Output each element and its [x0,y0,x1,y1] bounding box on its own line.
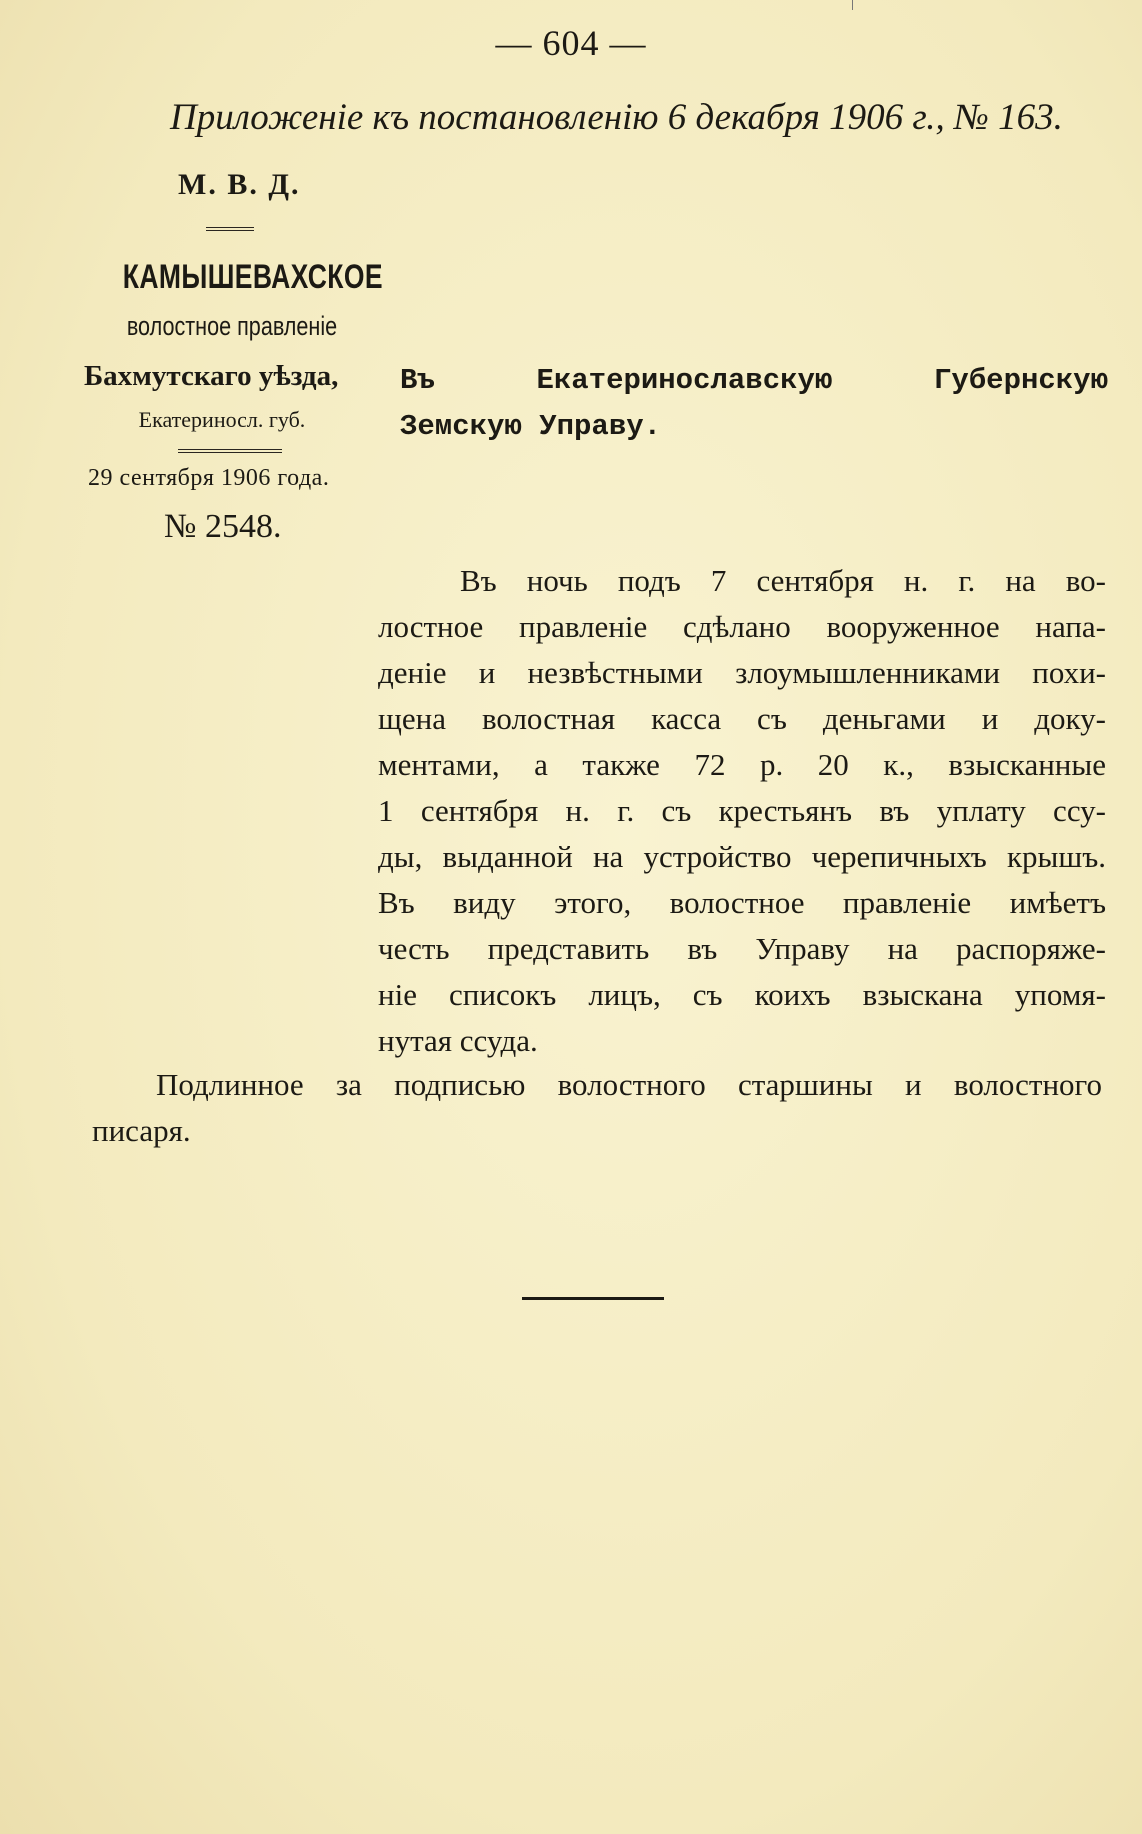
ministry-label: М. В. Д. [178,168,301,201]
page-number: — 604 — [495,23,647,63]
appendix-title: Приложеніе къ постановленію 6 декабря 1906 г., № 163. [170,97,1063,138]
addressee-word: Екатеринославскую [536,364,833,397]
body-line: щена волостная касса съ деньгами и доку- [378,701,1106,736]
body-line: 1 сентября н. г. съ крестьянъ въ уплату ссу- [378,793,1106,828]
body-line: честь представить въ Управу на распоряже- [378,931,1106,966]
body-line: Въ ночь подъ 7 сентября н. г. на во- [460,563,1106,598]
body-line: деніе и незвѣстными злоумышленниками похи- [378,655,1106,690]
closing-line: писаря. [92,1113,191,1148]
body-line: ды, выданной на устройство черепичныхъ крышъ. [378,839,1106,874]
document-date: 29 сентября 1906 года. [88,465,330,491]
addressee-word: Въ [400,364,435,397]
separator-ministry [206,227,254,231]
corner-mark [852,0,856,10]
addressee-line-1 [400,358,1108,404]
addressee-line-2: Земскую Управу. [400,410,662,443]
document-number: № 2548. [164,508,282,545]
body-line: лостное правленіе сдѣлано вооруженное напа- [378,609,1106,644]
body-line: ментами, а также 72 р. 20 к., взысканные [378,747,1106,782]
stamp-gubernia: Екатериносл. губ. [138,407,306,432]
stamp-uezd: Бахмутскаго уѣзда, [84,360,339,392]
body-line: Въ виду этого, волостное правленіе имѣетъ [378,885,1106,920]
closing-note [92,1062,1102,1154]
body-line: ніе списокъ лицъ, съ коихъ взыскана упомя- [378,977,1106,1012]
closing-line: Подлинное за подписью волостного старшины и волостного [156,1067,1102,1102]
end-rule [522,1297,664,1300]
body-paragraph [378,558,1106,1064]
addressee [400,358,1110,450]
stamp-subtitle: волостное правленіе [126,311,338,341]
stamp-name: КАМЫШЕВАХСКОЕ [122,258,383,296]
addressee-word: Губернскую [933,364,1108,397]
body-line: нутая ссуда. [378,1023,538,1058]
separator-stamp [178,449,282,453]
